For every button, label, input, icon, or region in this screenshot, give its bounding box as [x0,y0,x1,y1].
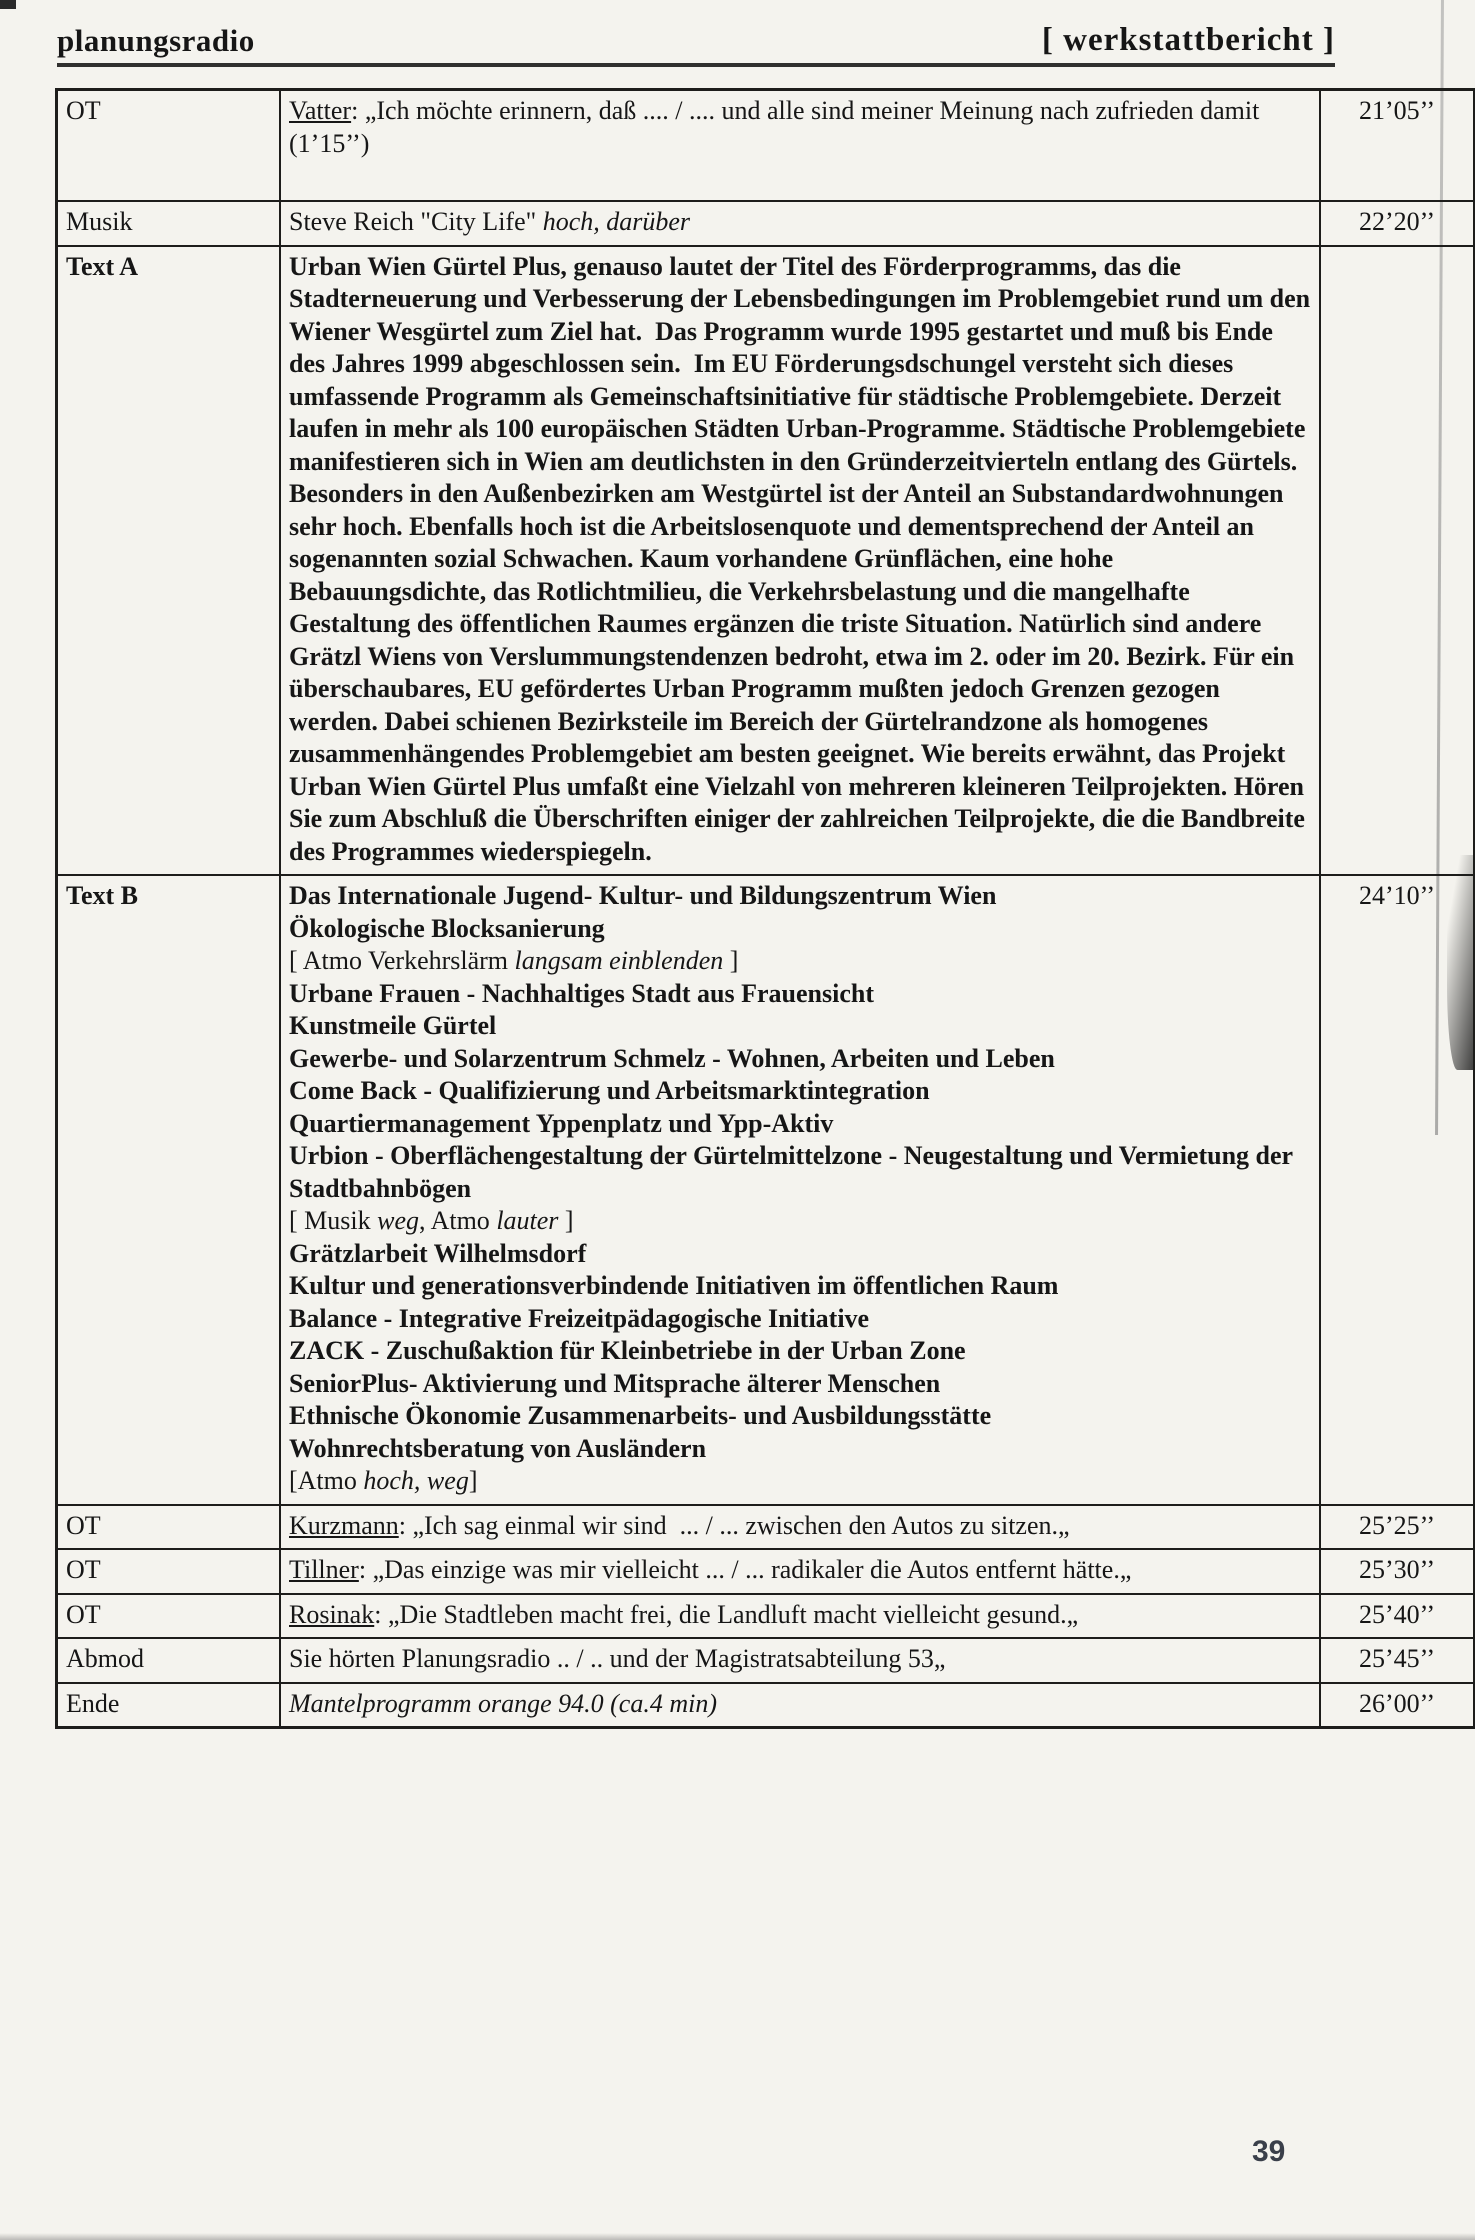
script-table-body [57,90,1475,1728]
table-row [57,246,1475,876]
row-cue-label: OT [57,1549,281,1594]
row-content [280,201,1320,246]
content-line: Kunstmeile Gürtel [289,1011,497,1040]
content-line: Mantelprogramm orange 94.0 (ca.4 min) [289,1688,717,1718]
content-line: Steve Reich "City Life" hoch, darüber [289,207,691,236]
row-timecode: 22’20’’ [1320,201,1475,246]
table-row [57,201,1475,246]
table-row [57,1638,1475,1683]
row-content [280,1505,1320,1550]
content-line: Rosinak: „Die Stadtleben macht frei, die Landluft macht vielleicht gesund.„ [289,1599,1079,1629]
content-line: Kultur und generationsverbindende Initiativen im öffentlichen Raum [289,1271,1059,1300]
page-header [57,22,1335,67]
content-line: Kurzmann: „Ich sag einmal wir sind ... / ... zwischen den Autos zu sitzen.„ [289,1510,1070,1540]
content-line: Grätzlarbeit Wilhelmsdorf [289,1238,587,1268]
content-line: [Atmo hoch, weg] [289,1466,478,1495]
row-timecode: 25’25’’ [1320,1505,1475,1550]
page-number: 39 [1252,2135,1286,2168]
content-line: SeniorPlus- Aktivierung und Mitsprache älterer Menschen [289,1368,941,1398]
row-cue-label: Musik [57,201,281,246]
table-row [57,1549,1475,1594]
row-content [280,90,1320,202]
content-line: Urbion - Oberflächengestaltung der Gürtelmittelzone - Neugestaltung und Vermietung der Stadtbahnbögen [289,1141,1300,1203]
document-title: planungsradio [57,23,255,58]
content-line: [ Musik weg, Atmo lauter ] [289,1206,574,1235]
row-content [280,1594,1320,1639]
content-line: [ Atmo Verkehrslärm langsam einblenden ] [289,946,739,975]
content-line: Vatter: „Ich möchte erinnern, daß .... / .... und alle sind meiner Meinung nach zufrieden damit (1’15’’) [289,96,1266,158]
content-line: Balance - Integrative Freizeitpädagogische Initiative [289,1303,870,1333]
row-cue-label: OT [57,1505,281,1550]
row-cue-label: Text B [57,875,281,1505]
row-timecode: 25’45’’ [1320,1638,1475,1683]
row-content [280,875,1320,1505]
content-line: Urbane Frauen - Nachhaltiges Stadt aus Frauensicht [289,978,875,1008]
row-cue-label: OT [57,1594,281,1639]
content-line: Sie hörten Planungsradio .. / .. und der Magistratsabteilung 53„ [289,1644,946,1673]
row-content [280,1549,1320,1594]
content-line: Ökologische Blocksanierung [289,913,605,943]
content-line: ZACK - Zuschußaktion für Kleinbetriebe in der Urban Zone [289,1336,966,1365]
row-timecode: 25’30’’ [1320,1549,1475,1594]
row-timecode: 26’00’’ [1320,1683,1475,1728]
radio-script-table [55,88,1475,1729]
row-content [280,1638,1320,1683]
content-line: Quartiermanagement Yppenplatz und Ypp-Aktiv [289,1108,834,1138]
scan-artifact-corner [0,0,16,9]
row-content [280,246,1320,876]
table-row [57,1505,1475,1550]
content-line: Gewerbe- und Solarzentrum Schmelz - Wohnen, Arbeiten und Leben [289,1043,1055,1073]
row-cue-label: Abmod [57,1638,281,1683]
table-row [57,90,1475,202]
table-row [57,1683,1475,1728]
content-line: Ethnische Ökonomie Zusammenarbeits- und Ausbildungsstätte [289,1401,992,1430]
row-timecode: 25’40’’ [1320,1594,1475,1639]
row-timecode [1320,246,1475,876]
row-cue-label: OT [57,90,281,202]
table-row [57,875,1475,1505]
content-line: Wohnrechtsberatung von Ausländern [289,1433,707,1463]
content-line: Come Back - Qualifizierung und Arbeitsmarktintegration [289,1076,930,1105]
content-line: Das Internationale Jugend- Kultur- und Bildungszentrum Wien [289,881,997,910]
table-row [57,1594,1475,1639]
content-line: Tillner: „Das einzige was mir vielleicht ... / ... radikaler die Autos entfernt hätte.„ [289,1555,1132,1584]
row-cue-label: Ende [57,1683,281,1728]
row-timecode: 21’05’’ [1320,90,1475,202]
document-section-label: [ werkstattbericht ] [1041,22,1335,58]
row-timecode: 24’10’’ [1320,875,1475,1505]
scan-artifact-bottom-edge [0,2233,1475,2240]
content-line: Urban Wien Gürtel Plus, genauso lautet der Titel des Förderprogramms, das die Stadterneuerung und Verbesserung der Lebensbedingungen im Problemgebiet rund um den Wiener Wesgürtel zum Ziel hat. Das Programm wurde 1995 gestartet und muß bis Ende des Jahres 1999 abgeschlossen sein. Im EU Förderungsdschungel versteht sich dieses umfassende Programm als Gemeinschaftsinitiative für städtische Problemgebiete. Derzeit laufen in mehr als 100 europäischen Städten Urban-Programme. Städtische Problemgebiete manifestieren sich in Wien am deutlichsten in den Gründerzeitvierteln entlang des Gürtels. Besonders in den Außenbezirken am Westgürtel ist der Anteil an Substandardwohnungen sehr hoch. Ebenfalls hoch ist die Arbeitslosenquote und dementsprechend der Anteil an sogenannten sozial Schwachen. Kaum vorhandene Grünflächen, eine hohe Bebauungsdichte, das Rotlichtmilieu, die Verkehrsbelastung und die mangelhafte Gestaltung des öffentlichen Raumes ergänzen die triste Situation. Natürlich sind andere Grätzl Wiens von Verslummungstendenzen bedroht, etwa im 2. oder im 20. Bezirk. Für ein überschaubares, EU gefördertes Urban Programm mußten jedoch Grenzen gezogen werden. Dabei schienen Bezirksteile im Bereich der Gürtelrandzone als homogenes zusammenhängendes Problemgebiet am besten geeignet. Wie bereits erwähnt, das Projekt Urban Wien Gürtel Plus umfaßt eine Vielzahl von mehreren kleineren Teilprojekten. Hören Sie zum Abschluß die Überschriften einiger der zahlreichen Teilprojekte, die die Bandbreite des Programmes wiederspiegeln. [289,251,1317,866]
row-cue-label: Text A [57,246,281,876]
row-content [280,1683,1320,1728]
